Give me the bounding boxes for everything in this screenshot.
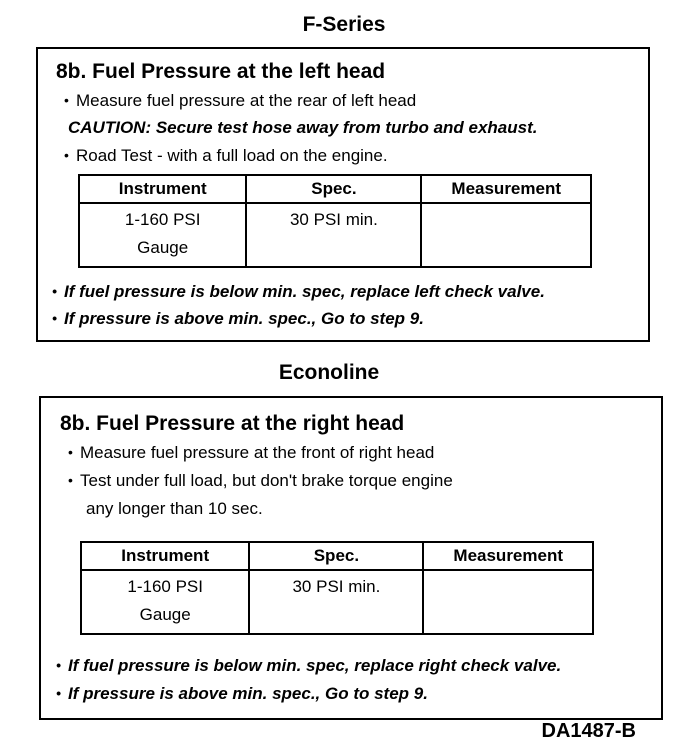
instrument-line-2: Gauge <box>137 238 189 257</box>
fseries-bullet-1 <box>64 91 416 111</box>
bullet-icon: • <box>68 472 73 488</box>
econoline-note-1-text: If fuel pressure is below min. spec, replace right check valve. <box>68 656 562 675</box>
fseries-bullet-2 <box>64 146 388 166</box>
econoline-note-2-text: If pressure is above min. spec., Go to step 9. <box>68 684 428 703</box>
fseries-note-2-text: If pressure is above min. spec., Go to step 9. <box>64 309 424 328</box>
fseries-note-1 <box>52 282 545 302</box>
econoline-bullet-2 <box>68 471 453 491</box>
spec-cell: 30 PSI min. <box>249 570 423 634</box>
bullet-icon: • <box>52 283 57 299</box>
fseries-caution: CAUTION: Secure test hose away from turbo and exhaust. <box>68 118 538 137</box>
econoline-bullet-2-text: Test under full load, but don't brake torque engine <box>80 471 453 490</box>
bullet-icon: • <box>56 685 61 701</box>
econoline-heading: Econoline <box>278 361 380 384</box>
econoline-step-title: 8b. Fuel Pressure at the right head <box>60 412 405 435</box>
measurement-cell <box>421 203 591 267</box>
fseries-step-title: 8b. Fuel Pressure at the left head <box>56 60 386 83</box>
econoline-bullet-1 <box>68 443 434 463</box>
instrument-line-1: 1-160 PSI <box>124 210 201 229</box>
column-header-instrument: Instrument <box>79 175 246 203</box>
figure-id: DA1487-B <box>541 720 636 742</box>
measurement-cell <box>423 570 593 634</box>
fseries-note-2 <box>52 309 424 329</box>
bullet-icon: • <box>64 147 69 163</box>
econoline-note-1 <box>56 656 561 676</box>
bullet-icon: • <box>64 92 69 108</box>
bullet-icon: • <box>56 657 61 673</box>
econoline-spec-table <box>80 541 594 635</box>
instrument-line-2: Gauge <box>139 605 191 624</box>
column-header-spec: Spec. <box>249 542 423 570</box>
column-header-spec: Spec. <box>246 175 421 203</box>
fseries-spec-table <box>78 174 592 268</box>
column-header-measurement: Measurement <box>421 175 591 203</box>
fseries-bullet-2-text: Road Test - with a full load on the engine. <box>76 146 388 165</box>
fseries-heading: F-Series <box>302 13 386 36</box>
fseries-bullet-1-text: Measure fuel pressure at the rear of left head <box>76 91 417 110</box>
column-header-instrument: Instrument <box>81 542 249 570</box>
econoline-note-2 <box>56 684 428 704</box>
bullet-icon: • <box>68 444 73 460</box>
econoline-bullet-1-text: Measure fuel pressure at the front of right head <box>80 443 435 462</box>
instrument-cell <box>79 203 246 267</box>
econoline-bullet-2-continuation: any longer than 10 sec. <box>86 499 263 518</box>
table-row <box>81 570 593 634</box>
fseries-note-1-text: If fuel pressure is below min. spec, replace left check valve. <box>64 282 545 301</box>
instrument-cell <box>81 570 249 634</box>
bullet-icon: • <box>52 310 57 326</box>
table-row <box>79 203 591 267</box>
table-header-row <box>79 175 591 203</box>
table-header-row <box>81 542 593 570</box>
column-header-measurement: Measurement <box>423 542 593 570</box>
instrument-line-1: 1-160 PSI <box>127 577 203 596</box>
spec-cell: 30 PSI min. <box>246 203 421 267</box>
